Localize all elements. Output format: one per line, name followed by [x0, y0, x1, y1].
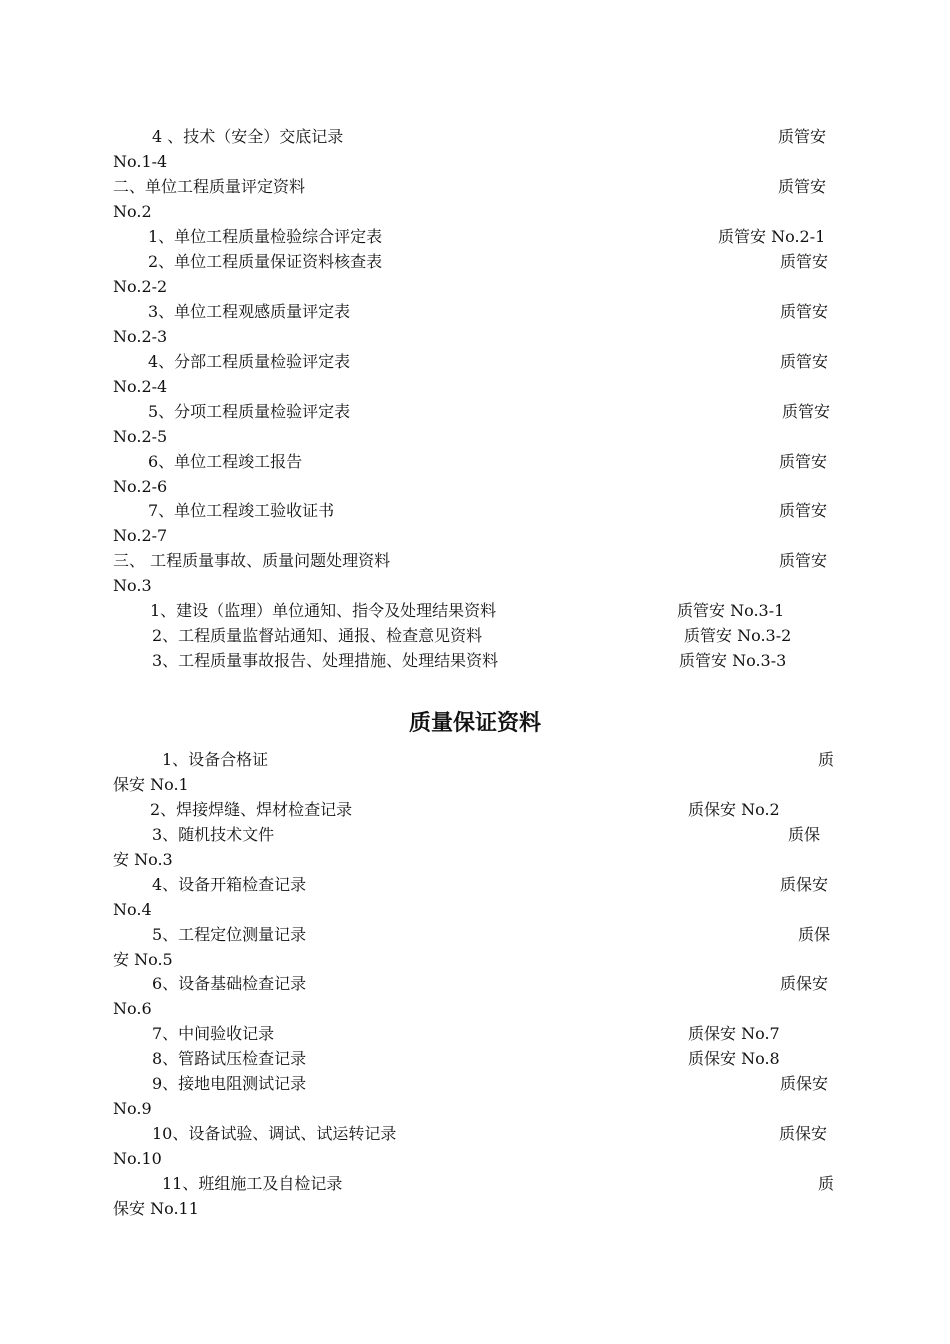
entry-code-wrap: 安 No.3	[113, 850, 173, 869]
entry-code-wrap: No.2	[113, 202, 152, 221]
entry-code: 质保安	[780, 974, 829, 993]
entry-code-wrap: No.2-6	[113, 477, 168, 496]
entry-code: 质保安 No.7	[688, 1024, 780, 1043]
entry-code: 质	[818, 1174, 835, 1193]
entry-code: 质保	[798, 925, 831, 944]
entry-code: 质保安 No.2	[688, 800, 780, 819]
entry-code: 质管安	[779, 551, 828, 570]
section-title: 质量保证资料	[408, 711, 541, 736]
entry-code: 质管安 No.3-1	[677, 601, 785, 620]
entry-label: 7、中间验收记录	[152, 1024, 275, 1043]
entry-code: 质管安	[778, 177, 827, 196]
entry-label: 2、单位工程质量保证资料核查表	[148, 252, 383, 271]
entry-label: 3、随机技术文件	[152, 825, 275, 844]
entry-label: 4、分部工程质量检验评定表	[148, 352, 351, 371]
entry-code: 质保安 No.8	[688, 1049, 780, 1068]
entry-label: 4、设备开箱检查记录	[152, 875, 307, 894]
entry-code: 质	[818, 750, 835, 769]
entry-label: 1、设备合格证	[162, 750, 269, 769]
entry-code: 质管安	[780, 252, 829, 271]
entry-code: 质保安	[780, 1074, 829, 1093]
entry-code: 质保安	[779, 1124, 828, 1143]
entry-code-wrap: No.2-5	[113, 427, 168, 446]
entry-code-wrap: No.4	[113, 900, 152, 919]
entry-code-wrap: No.2-7	[113, 526, 168, 545]
entry-label: 11、班组施工及自检记录	[162, 1174, 343, 1193]
entry-code-wrap: No.1-4	[113, 152, 168, 171]
entry-code: 质管安 No.2-1	[718, 227, 826, 246]
entry-code: 质保	[788, 825, 821, 844]
entry-label: 10、设备试验、调试、试运转记录	[152, 1124, 397, 1143]
entry-label: 3、工程质量事故报告、处理措施、处理结果资料	[152, 651, 499, 670]
entry-code-wrap: 安 No.5	[113, 950, 173, 969]
entry-code-wrap: No.2-2	[113, 277, 168, 296]
entry-label: 5、工程定位测量记录	[152, 925, 307, 944]
entry-label: 2、焊接焊缝、焊材检查记录	[150, 800, 353, 819]
entry-code: 质管安 No.3-3	[679, 651, 787, 670]
entry-code-wrap: 保安 No.1	[113, 775, 189, 794]
entry-label: 8、管路试压检查记录	[152, 1049, 307, 1068]
entry-code: 质管安 No.3-2	[684, 626, 792, 645]
entry-label: 6、设备基础检查记录	[152, 974, 307, 993]
entry-label: 6、单位工程竣工报告	[148, 452, 303, 471]
entry-code-wrap: No.9	[113, 1099, 152, 1118]
entry-code-wrap: No.2-3	[113, 327, 168, 346]
entry-label: 9、接地电阻测试记录	[152, 1074, 307, 1093]
section-heading: 二、单位工程质量评定资料	[113, 177, 306, 196]
entry-code-wrap: No.3	[113, 576, 152, 595]
entry-label: 1、建设（监理）单位通知、指令及处理结果资料	[150, 601, 497, 620]
section-heading: 三、 工程质量事故、质量问题处理资料	[113, 551, 391, 570]
entry-code: 质管安	[782, 402, 831, 421]
entry-code-wrap: 保安 No.11	[113, 1199, 199, 1218]
entry-label: 7、单位工程竣工验收证书	[148, 501, 335, 520]
entry-code-wrap: No.2-4	[113, 377, 168, 396]
entry-code-wrap: No.10	[113, 1149, 162, 1168]
entry-code: 质管安	[778, 127, 827, 146]
entry-label: 2、工程质量监督站通知、通报、检查意见资料	[152, 626, 483, 645]
entry-code-wrap: No.6	[113, 999, 152, 1018]
entry-label: 4 、技术（安全）交底记录	[152, 127, 344, 146]
entry-code: 质管安	[779, 452, 828, 471]
entry-code: 质保安	[780, 875, 829, 894]
entry-label: 5、分项工程质量检验评定表	[148, 402, 351, 421]
entry-code: 质管安	[780, 302, 829, 321]
entry-code: 质管安	[780, 352, 829, 371]
entry-label: 3、单位工程观感质量评定表	[148, 302, 351, 321]
entry-code: 质管安	[779, 501, 828, 520]
entry-label: 1、单位工程质量检验综合评定表	[148, 227, 383, 246]
